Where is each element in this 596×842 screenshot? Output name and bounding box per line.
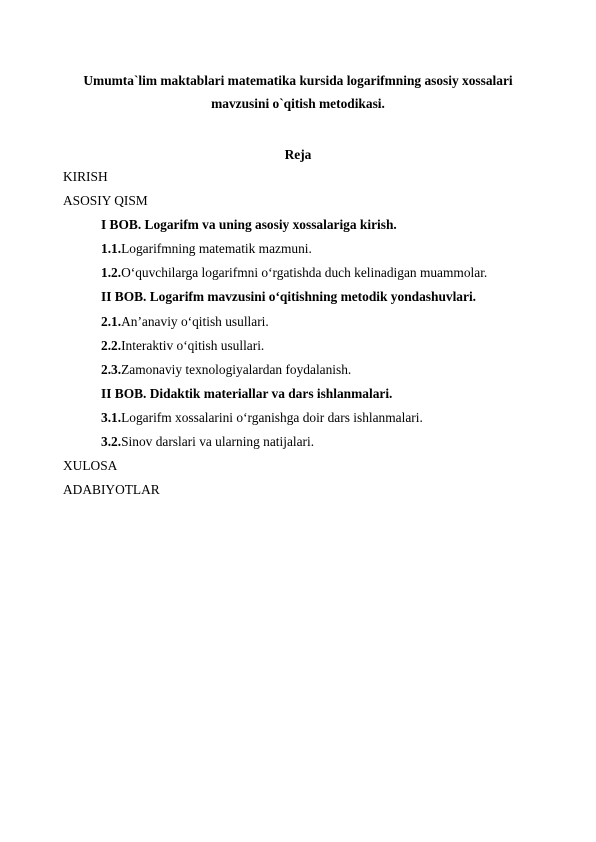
toc-number: 1.1. [101,241,122,256]
toc-text: O‘quvchilarga logarifmni o‘rgatishda duch kelinadigan muammolar. [121,265,488,280]
toc-number: 3.2. [101,434,122,449]
toc-text: Logarifm xossalarini o‘rganishga doir dars ishlanmalari. [121,410,423,425]
toc-text: II BOB. Didaktik materiallar va dars ishlanmalari. [101,386,393,401]
toc-section-1-1 [101,241,312,257]
toc-chapter-2 [101,289,476,305]
toc-intro [63,169,108,185]
toc-conclusion [63,458,117,474]
toc-section-3-1 [101,410,423,426]
toc-text: XULOSA [63,458,118,473]
toc-chapter-1 [101,217,397,233]
toc-section-2-1 [101,314,269,330]
toc-number: 3.1. [101,410,122,425]
document-title-line-2: mavzusini o`qitish metodikasi. [211,96,385,111]
toc-section-2-3 [101,362,351,378]
toc-number: 2.1. [101,314,122,329]
toc-references [63,482,160,498]
toc-text: ADABIYOTLAR [63,482,160,497]
toc-number: 1.2. [101,265,122,280]
toc-text: II BOB. Logarifm mavzusini o‘qitishning metodik yondashuvlari. [101,289,477,304]
toc-text: An’anaviy o‘qitish usullari. [121,314,269,329]
document-title-line-1: Umumta`lim maktablari matematika kursida logarifmning asosiy xossalari [83,73,513,88]
toc-text: I BOB. Logarifm va uning asosiy xossalariga kirish. [101,217,397,232]
toc-section-3-2 [101,434,314,450]
toc-number: 2.3. [101,362,122,377]
toc-text: Logarifmning matematik mazmuni. [121,241,312,256]
toc-chapter-3 [101,386,392,402]
toc-section-1-2 [101,265,487,281]
toc-text: ASOSIY QISM [63,193,148,208]
toc-text: KIRISH [63,169,108,184]
toc-text: Zamonaviy texnologiyalardan foydalanish. [121,362,352,377]
toc-main-part [63,193,148,209]
toc-number: 2.2. [101,338,122,353]
toc-text: Sinov darslari va ularning natijalari. [121,434,315,449]
plan-heading: Reja [284,147,312,162]
toc-section-2-2 [101,338,264,354]
toc-text: Interaktiv o‘qitish usullari. [121,338,265,353]
